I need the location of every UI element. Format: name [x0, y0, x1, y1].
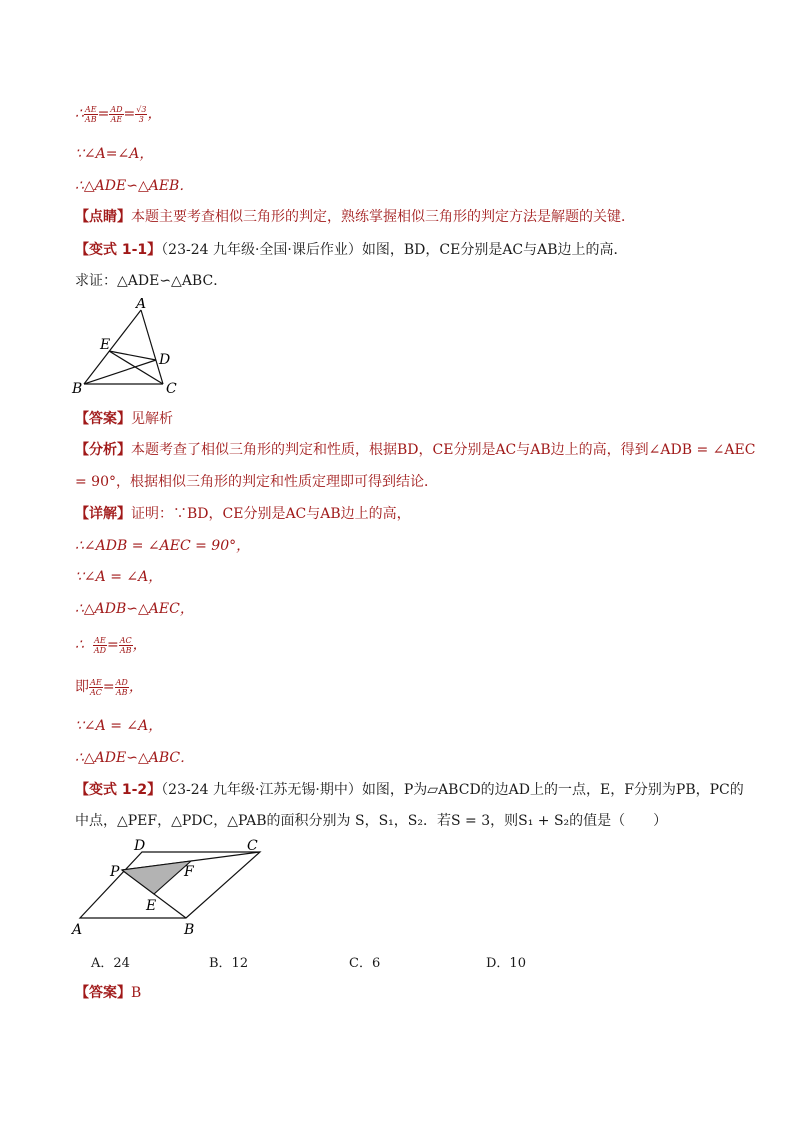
label-a: A [136, 298, 147, 312]
proof-conclusion: ∴△ADE∽△AEB． [75, 178, 194, 194]
proof-step: ∵∠A = ∠A， [75, 718, 163, 734]
ratio-line: ∴ $\frac{AE}{AB}$ = $\frac{AD}{AE}$ = $\frac{√3}{3}$ ， [75, 104, 162, 124]
ratio-line: 即 $\frac{AE}{AC}$ = $\frac{AD}{AB}$ ， [75, 677, 143, 697]
label-b: B [184, 922, 195, 938]
option-b[interactable]: B．12 [209, 956, 249, 971]
analysis: 【分析】本题考查了相似三角形的判定和性质，根据BD，CE分别是AC与AB边上的高，得到∠ADB = ∠AEC [75, 442, 756, 458]
fraction: $\frac{AE}{AD}$ [93, 635, 107, 655]
label-c: C [247, 838, 258, 854]
label-f: F [184, 864, 194, 880]
parallelogram-figure [70, 834, 280, 938]
label-e: E [146, 898, 157, 914]
label-d: D [134, 838, 146, 854]
variant-1-1-question: 【变式 1-1】（23-24 九年级·全国·课后作业）如图，BD，CE分别是AC与AB边上的高． [75, 242, 628, 258]
variant-1-2-question: 【变式 1-2】（23-24 九年级·江苏无锡·期中）如图，P为▱ABCD的边AD上的一点，E，F分别为PB，PC的 [75, 782, 744, 798]
proof-step: ∵∠A=∠A， [75, 146, 154, 162]
label-p: P [110, 864, 120, 880]
fraction: $\frac{AE}{AB}$ [84, 104, 97, 124]
fraction: $\frac{AE}{AC}$ [90, 677, 102, 697]
option-c[interactable]: C．6 [349, 956, 381, 971]
option-a[interactable]: A．24 [91, 956, 130, 971]
proof-conclusion: ∴△ADE∽△ABC． [75, 750, 195, 766]
key-point: 【点睛】本题主要考查相似三角形的判定，熟练掌握相似三角形的判定方法是解题的关键． [75, 209, 635, 225]
fraction: $\frac{AD}{AB}$ [115, 677, 128, 697]
label-a: A [72, 922, 83, 938]
label-c: C [166, 381, 177, 397]
variant-1-2-question-continued: 中点，△PEF，△PDC，△PAB的面积分别为 S，S₁，S₂．若S = 3，则S₁ + S₂的值是（ ） [75, 813, 668, 829]
proof-step: ∵∠A = ∠A， [75, 569, 163, 585]
label-d: D [159, 352, 171, 368]
answer-1-1: 【答案】见解析 [75, 411, 173, 427]
proof-step: ∴△ADB∽△AEC， [75, 601, 194, 617]
proof-step: ∴∠ADB = ∠AEC = 90°， [75, 538, 251, 554]
analysis-continued: = 90°，根据相似三角形的判定和性质定理即可得到结论． [75, 474, 438, 490]
detail: 【详解】证明：∵BD，CE分别是AC与AB边上的高， [75, 506, 411, 522]
fraction: $\frac{AC}{AB}$ [119, 635, 132, 655]
fraction: $\frac{√3}{3}$ [136, 104, 147, 124]
fraction: $\frac{AD}{AE}$ [110, 104, 123, 124]
label-e: E [100, 337, 111, 353]
triangle-figure [70, 298, 190, 398]
label-b: B [72, 381, 83, 397]
answer-1-2: 【答案】B [75, 985, 142, 1001]
option-d[interactable]: D．10 [486, 956, 526, 971]
prove-statement: 求证：△ADE∽△ABC． [75, 273, 228, 289]
ratio-line: ∴ $\frac{AE}{AD}$ = $\frac{AC}{AB}$ ， [75, 635, 147, 655]
